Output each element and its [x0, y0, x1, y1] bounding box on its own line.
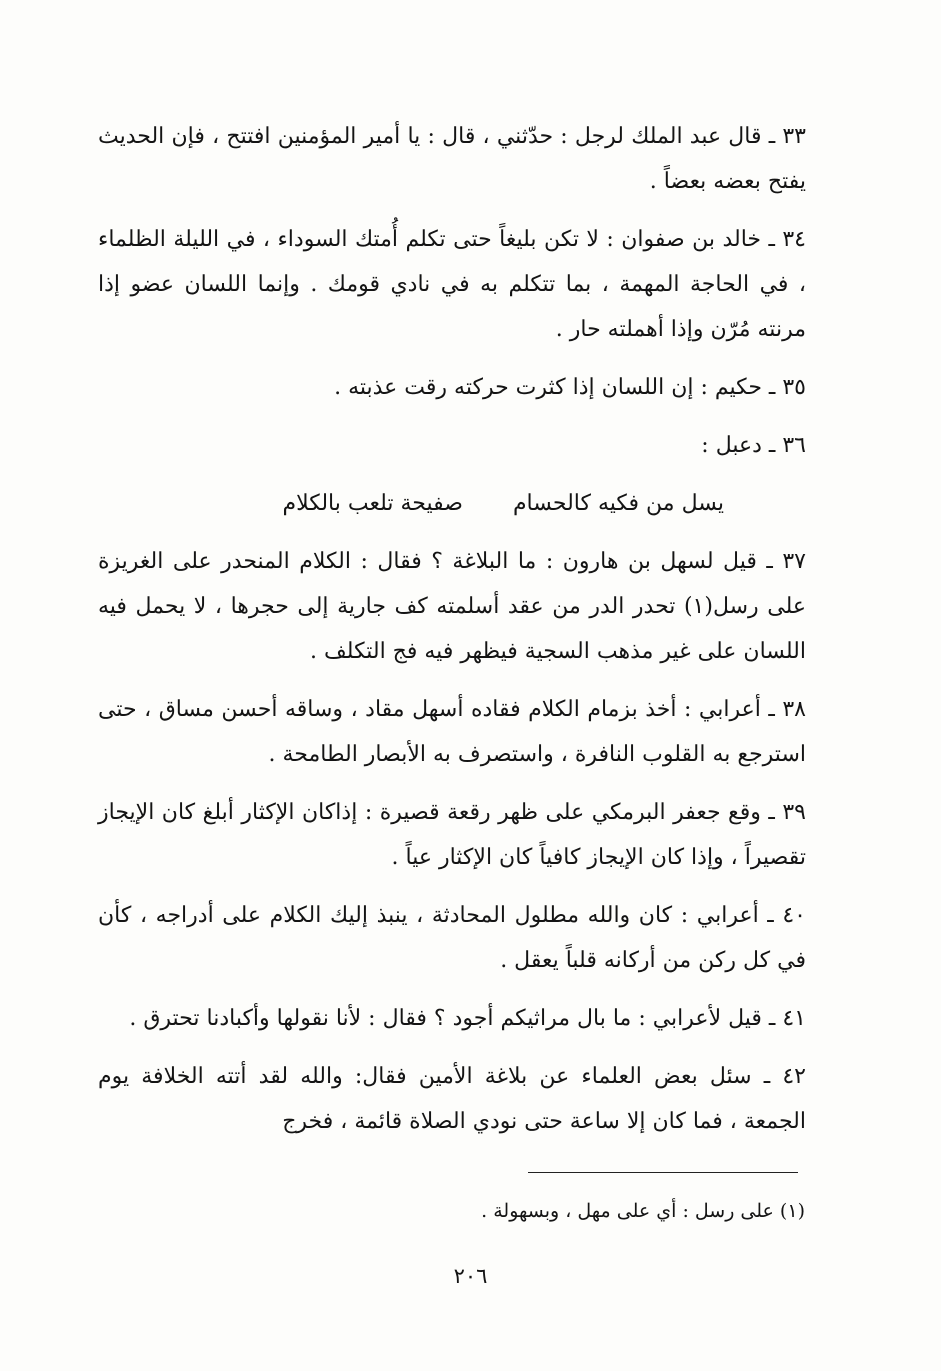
- main-text: [98, 114, 806, 1157]
- paragraph-38: ٣٨ ـ أعرابي : أخذ بزمام الكلام فقاده أسهل مقاد ، وساقه أحسن مساق ، حتى استرجع به القلوب النافرة ، واستصرف به الأبصار الطامحة .: [98, 697, 806, 767]
- paragraph-36: ٣٦ ـ دعبل :: [701, 433, 806, 458]
- paragraph-39: ٣٩ ـ وقع جعفر البرمكي على ظهر رقعة قصيرة : إذاكان الإكثار أبلغ كان الإيجاز تقصيراً ، وإذا كان الإيجاز كافياً كان الإكثار عياً .: [98, 800, 806, 870]
- poem-verse: [98, 481, 806, 526]
- paragraph-34: ٣٤ ـ خالد بن صفوان : لا تكن بليغاً حتى تكلم أُمتك السوداء ، في الليلة الظلماء ، في الحاجة المهمة ، بما تتكلم به في نادي قومك . وإنما اللسان عضو إذا مرنته مُرّن وإذا أهملته حار .: [98, 227, 806, 342]
- paragraph-40: ٤٠ ـ أعرابي : كان والله مطلول المحادثة ، ينبذ إليك الكلام على أدراجه ، كأن في كل ركن من أركانه قلباً يعقل .: [98, 903, 806, 973]
- page-number: ٢٠٦: [453, 1264, 488, 1288]
- paragraph-35: ٣٥ ـ حكيم : إن اللسان إذا كثرت حركته رقت عذبته .: [334, 375, 806, 400]
- poem-first-hemistich: يسل من فكيه كالحسام: [512, 491, 724, 516]
- footnote: (١) على رسل : أي على مهل ، وبسهولة .: [481, 1200, 805, 1222]
- paragraph-33: ٣٣ ـ قال عبد الملك لرجل : حدّثني ، قال : يا أمير المؤمنين افتتح ، فإن الحديث يفتح بعضه بعضاً .: [98, 124, 806, 194]
- paragraph-37: ٣٧ ـ قيل لسهل بن هارون : ما البلاغة ؟ فقال : الكلام المنحدر على الغريزة على رسل(١) تحدر الدر من عقد أسلمته كف جارية إلى حجرها ، لا يحمل فيه اللسان على غير مذهب السجية فيظهر فيه فج التكلف .: [98, 549, 806, 664]
- poem-second-hemistich: صفيحة تلعب بالكلام: [282, 491, 463, 516]
- footnote-divider: [528, 1172, 798, 1173]
- paragraph-42: ٤٢ ـ سئل بعض العلماء عن بلاغة الأمين فقال: والله لقد أتته الخلافة يوم الجمعة ، فما كان إلا ساعة حتى نودي الصلاة قائمة ، فخرج: [98, 1064, 806, 1134]
- paragraph-41: ٤١ ـ قيل لأعرابي : ما بال مراثيكم أجود ؟ فقال : لأنا نقولها وأكبادنا تحترق .: [129, 1006, 806, 1031]
